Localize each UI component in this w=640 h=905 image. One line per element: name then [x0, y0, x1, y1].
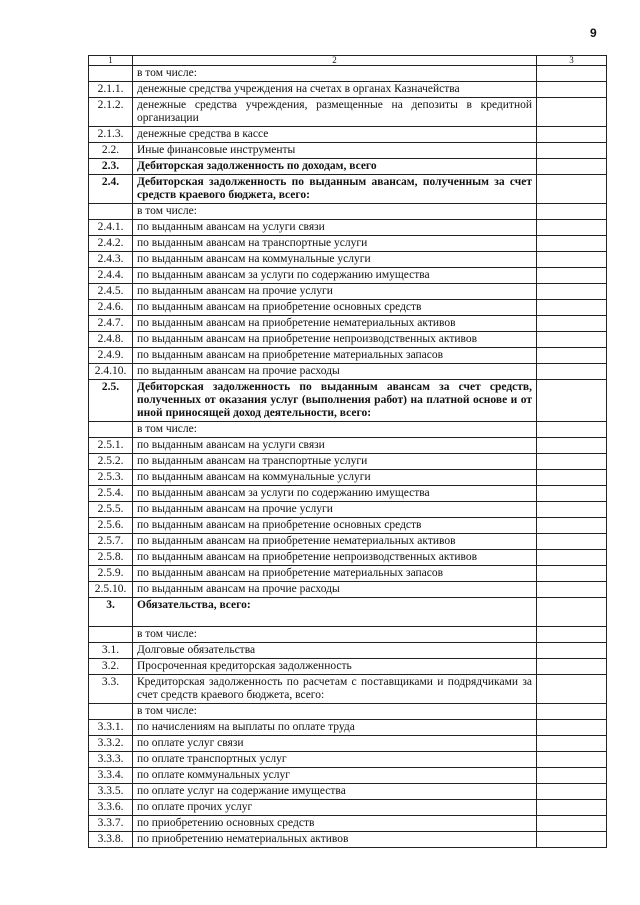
row-number: 3.3.1.	[89, 720, 133, 736]
row-value	[537, 127, 607, 143]
table-row	[89, 598, 607, 627]
row-description: в том числе:	[133, 704, 537, 720]
table-row	[89, 268, 607, 284]
row-description: Просроченная кредиторская задолженность	[133, 659, 537, 675]
table-row	[89, 82, 607, 98]
row-description: Иные финансовые инструменты	[133, 143, 537, 159]
table-row	[89, 236, 607, 252]
row-description: денежные средства в кассе	[133, 127, 537, 143]
table-row	[89, 438, 607, 454]
row-value	[537, 98, 607, 127]
row-value	[537, 364, 607, 380]
table-row	[89, 127, 607, 143]
row-value	[537, 675, 607, 704]
row-description: денежные средства учреждения, размещенные на депозиты в кредитной организации	[133, 98, 537, 127]
row-value	[537, 704, 607, 720]
row-value	[537, 720, 607, 736]
row-value	[537, 204, 607, 220]
row-value	[537, 175, 607, 204]
row-number: 3.	[89, 598, 133, 627]
row-description: по выданным авансам на прочие расходы	[133, 582, 537, 598]
table-row	[89, 300, 607, 316]
row-value	[537, 566, 607, 582]
row-value	[537, 643, 607, 659]
row-description: по оплате услуг связи	[133, 736, 537, 752]
row-number: 2.1.1.	[89, 82, 133, 98]
row-value	[537, 268, 607, 284]
table-row	[89, 204, 607, 220]
row-number: 2.5.9.	[89, 566, 133, 582]
row-value	[537, 316, 607, 332]
table-row	[89, 486, 607, 502]
row-value	[537, 252, 607, 268]
table-row	[89, 348, 607, 364]
row-description: по выданным авансам на коммунальные услуги	[133, 470, 537, 486]
row-description: Дебиторская задолженность по доходам, всего	[133, 159, 537, 175]
table-header-row	[89, 56, 607, 66]
row-value	[537, 159, 607, 175]
row-number: 2.4.1.	[89, 220, 133, 236]
row-description: по приобретению основных средств	[133, 816, 537, 832]
row-description: в том числе:	[133, 204, 537, 220]
table-row	[89, 252, 607, 268]
row-value	[537, 550, 607, 566]
row-number: 2.5.	[89, 380, 133, 422]
row-value	[537, 736, 607, 752]
row-number	[89, 422, 133, 438]
row-number: 3.3.4.	[89, 768, 133, 784]
row-number: 2.4.4.	[89, 268, 133, 284]
row-description: Дебиторская задолженность по выданным авансам, полученным за счет средств краевого бюджета, всего:	[133, 175, 537, 204]
row-value	[537, 768, 607, 784]
row-description: по начислениям на выплаты по оплате труда	[133, 720, 537, 736]
row-description: по выданным авансам на приобретение материальных запасов	[133, 348, 537, 364]
row-number: 2.1.2.	[89, 98, 133, 127]
table-row	[89, 175, 607, 204]
row-value	[537, 627, 607, 643]
row-number: 3.1.	[89, 643, 133, 659]
row-description: по оплате прочих услуг	[133, 800, 537, 816]
row-description: по выданным авансам на транспортные услуги	[133, 236, 537, 252]
row-number: 2.5.10.	[89, 582, 133, 598]
row-number: 3.3.5.	[89, 784, 133, 800]
row-description: в том числе:	[133, 422, 537, 438]
row-description: по выданным авансам на услуги связи	[133, 220, 537, 236]
table-row	[89, 736, 607, 752]
table-row	[89, 284, 607, 300]
row-number: 3.3.8.	[89, 832, 133, 848]
row-value	[537, 332, 607, 348]
row-value	[537, 518, 607, 534]
row-description: по выданным авансам на приобретение основных средств	[133, 300, 537, 316]
table-row	[89, 66, 607, 82]
column-header-1: 1	[89, 56, 133, 66]
row-value	[537, 832, 607, 848]
table-row	[89, 98, 607, 127]
row-number: 2.4.	[89, 175, 133, 204]
row-number: 3.3.2.	[89, 736, 133, 752]
row-number: 2.2.	[89, 143, 133, 159]
row-number: 3.3.6.	[89, 800, 133, 816]
row-value	[537, 66, 607, 82]
table-row	[89, 566, 607, 582]
row-number: 2.1.3.	[89, 127, 133, 143]
table-row	[89, 364, 607, 380]
row-description: по оплате услуг на содержание имущества	[133, 784, 537, 800]
row-number: 2.5.5.	[89, 502, 133, 518]
table-row	[89, 582, 607, 598]
row-number: 2.4.3.	[89, 252, 133, 268]
row-number	[89, 627, 133, 643]
row-description: по выданным авансам на приобретение материальных запасов	[133, 566, 537, 582]
row-value	[537, 143, 607, 159]
table-row	[89, 159, 607, 175]
row-number	[89, 204, 133, 220]
table-row	[89, 768, 607, 784]
row-value	[537, 486, 607, 502]
column-header-2: 2	[133, 56, 537, 66]
row-number: 3.3.7.	[89, 816, 133, 832]
row-value	[537, 454, 607, 470]
row-value	[537, 422, 607, 438]
row-value	[537, 82, 607, 98]
table-row	[89, 816, 607, 832]
row-number: 2.4.6.	[89, 300, 133, 316]
row-number: 2.3.	[89, 159, 133, 175]
column-header-3: 3	[537, 56, 607, 66]
row-value	[537, 598, 607, 627]
table-row	[89, 550, 607, 566]
table-row	[89, 470, 607, 486]
row-description: Дебиторская задолженность по выданным авансам за счет средств, полученных от оказания услуг (выполнения работ) на платной основе и от иной приносящей доход деятельности, всего:	[133, 380, 537, 422]
table-row	[89, 720, 607, 736]
table-row	[89, 643, 607, 659]
row-value	[537, 284, 607, 300]
table-row	[89, 832, 607, 848]
row-description: по выданным авансам на прочие расходы	[133, 364, 537, 380]
row-value	[537, 800, 607, 816]
row-value	[537, 816, 607, 832]
row-value	[537, 300, 607, 316]
row-number	[89, 704, 133, 720]
page-number: 9	[590, 26, 597, 40]
table-row	[89, 800, 607, 816]
table-row	[89, 534, 607, 550]
table-row	[89, 422, 607, 438]
row-description: в том числе:	[133, 627, 537, 643]
row-number: 2.5.4.	[89, 486, 133, 502]
table-row	[89, 784, 607, 800]
row-description: Обязательства, всего:	[133, 598, 537, 627]
row-description: по выданным авансам за услуги по содержанию имущества	[133, 486, 537, 502]
row-number: 2.5.7.	[89, 534, 133, 550]
row-number: 2.4.5.	[89, 284, 133, 300]
table-row	[89, 752, 607, 768]
row-value	[537, 380, 607, 422]
table-row	[89, 454, 607, 470]
table-row	[89, 627, 607, 643]
row-description: по выданным авансам на услуги связи	[133, 438, 537, 454]
row-description: денежные средства учреждения на счетах в органах Казначейства	[133, 82, 537, 98]
row-number: 3.2.	[89, 659, 133, 675]
row-value	[537, 348, 607, 364]
table-row	[89, 675, 607, 704]
table-row	[89, 332, 607, 348]
row-value	[537, 582, 607, 598]
table-row	[89, 502, 607, 518]
row-description: по оплате коммунальных услуг	[133, 768, 537, 784]
row-description: по выданным авансам на приобретение нематериальных активов	[133, 534, 537, 550]
row-value	[537, 659, 607, 675]
row-description: в том числе:	[133, 66, 537, 82]
table-row	[89, 704, 607, 720]
row-description: по выданным авансам на прочие услуги	[133, 284, 537, 300]
row-value	[537, 502, 607, 518]
row-value	[537, 236, 607, 252]
row-number: 2.4.2.	[89, 236, 133, 252]
row-value	[537, 470, 607, 486]
row-number: 2.5.6.	[89, 518, 133, 534]
table-row	[89, 518, 607, 534]
row-description: по выданным авансам на приобретение непроизводственных активов	[133, 332, 537, 348]
row-value	[537, 534, 607, 550]
row-number: 2.5.1.	[89, 438, 133, 454]
row-value	[537, 752, 607, 768]
row-number: 3.3.	[89, 675, 133, 704]
table-row	[89, 380, 607, 422]
row-number: 2.4.7.	[89, 316, 133, 332]
row-value	[537, 784, 607, 800]
row-description: Кредиторская задолженность по расчетам с поставщиками и подрядчиками за счет средств краевого бюджета, всего:	[133, 675, 537, 704]
row-description: по выданным авансам на коммунальные услуги	[133, 252, 537, 268]
row-number: 2.5.3.	[89, 470, 133, 486]
row-description: по выданным авансам на транспортные услуги	[133, 454, 537, 470]
table-row	[89, 659, 607, 675]
table-row	[89, 220, 607, 236]
row-value	[537, 220, 607, 236]
row-number: 2.5.8.	[89, 550, 133, 566]
row-number: 2.4.9.	[89, 348, 133, 364]
row-description: по выданным авансам за услуги по содержанию имущества	[133, 268, 537, 284]
row-number: 2.5.2.	[89, 454, 133, 470]
row-value	[537, 438, 607, 454]
row-description: по выданным авансам на приобретение основных средств	[133, 518, 537, 534]
table-row	[89, 143, 607, 159]
row-number: 3.3.3.	[89, 752, 133, 768]
row-description: по выданным авансам на приобретение нематериальных активов	[133, 316, 537, 332]
row-description: по выданным авансам на приобретение непроизводственных активов	[133, 550, 537, 566]
row-description: по приобретению нематериальных активов	[133, 832, 537, 848]
financial-table	[88, 55, 607, 848]
row-number: 2.4.10.	[89, 364, 133, 380]
row-number: 2.4.8.	[89, 332, 133, 348]
row-description: по выданным авансам на прочие услуги	[133, 502, 537, 518]
row-number	[89, 66, 133, 82]
row-description: Долговые обязательства	[133, 643, 537, 659]
row-description: по оплате транспортных услуг	[133, 752, 537, 768]
table-row	[89, 316, 607, 332]
